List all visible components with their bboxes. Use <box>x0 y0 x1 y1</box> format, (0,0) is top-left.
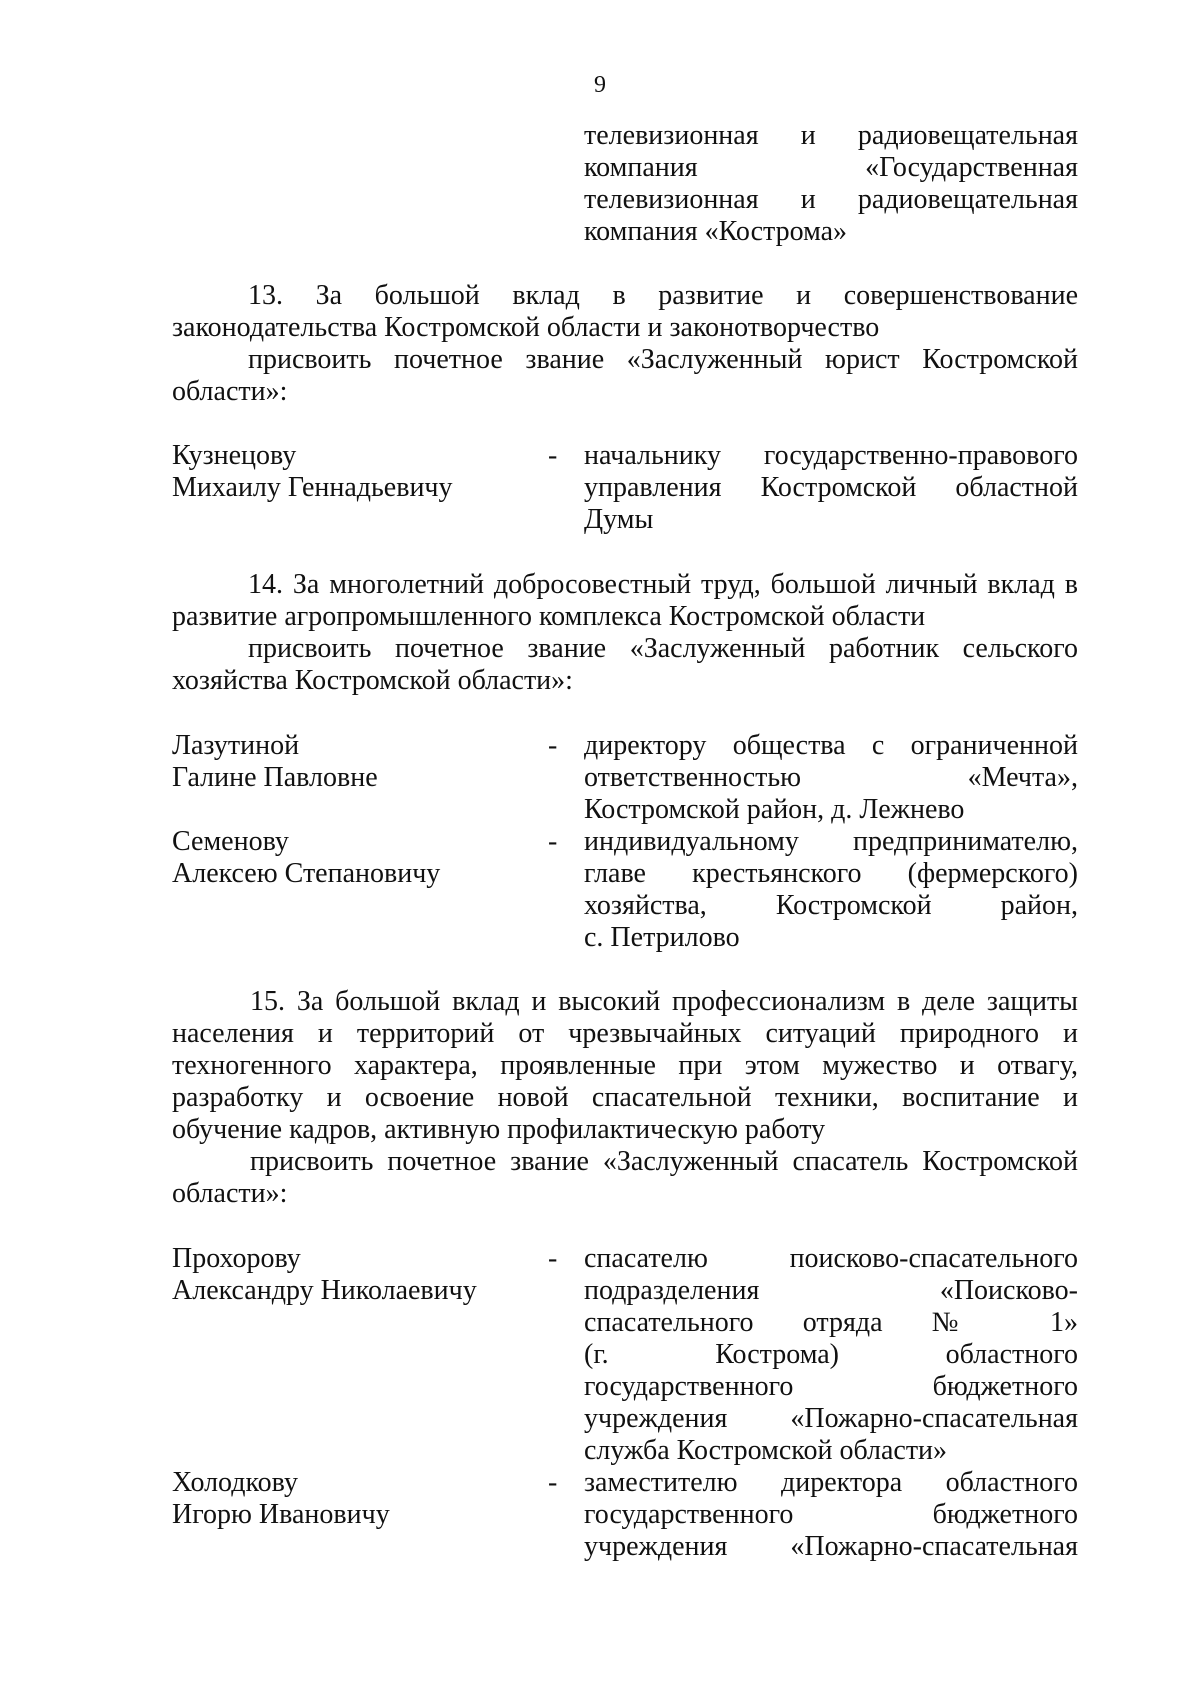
paragraph-line: области»: <box>172 1178 288 1209</box>
position-line: хозяйства, Костромской район, <box>584 890 1078 921</box>
awardee-surname: Кузнецову <box>172 440 297 471</box>
entry-dash: - <box>548 440 558 471</box>
awardee-surname: Холодкову <box>172 1467 298 1498</box>
awardee-surname: Лазутиной <box>172 730 300 761</box>
paragraph-line: присвоить почетное звание «Заслуженный юрист Костромской <box>248 344 1078 375</box>
position-line: учреждения «Пожарно-спасательная <box>584 1403 1078 1434</box>
page-number: 9 <box>594 72 606 98</box>
position-line: подразделения «Поисково- <box>584 1275 1078 1306</box>
text-line: телевизионная и радиовещательная <box>584 184 1078 215</box>
position-line: начальнику государственно-правового <box>584 440 1078 471</box>
position-line: Костромской район, д. Лежнево <box>584 794 965 825</box>
entry-dash: - <box>548 1467 558 1498</box>
entry-dash: - <box>548 1243 558 1274</box>
position-line: спасателю поисково-спасательного <box>584 1243 1078 1274</box>
paragraph-line: развитие агропромышленного комплекса Костромской области <box>172 601 926 632</box>
paragraph-line: обучение кадров, активную профилактическую работу <box>172 1114 826 1145</box>
position-line: (г. Кострома) областного <box>584 1339 1078 1370</box>
position-line: заместителю директора областного <box>584 1467 1078 1498</box>
awardee-given-names: Галине Павловне <box>172 762 378 793</box>
text-line: телевизионная и радиовещательная <box>584 120 1078 151</box>
entry-dash: - <box>548 730 558 761</box>
paragraph-line: разработку и освоение новой спасательной техники, воспитание и <box>172 1082 1078 1113</box>
position-line: ответственностью «Мечта», <box>584 762 1078 793</box>
text-line: компания «Государственная <box>584 152 1078 183</box>
position-line: директору общества с ограниченной <box>584 730 1078 761</box>
position-line: спасательного отряда № 1» <box>584 1307 1078 1338</box>
awardee-given-names: Игорю Ивановичу <box>172 1499 390 1530</box>
entry-dash: - <box>548 826 558 857</box>
position-line: государственного бюджетного <box>584 1499 1078 1530</box>
awardee-surname: Семенову <box>172 826 289 857</box>
position-line: Думы <box>584 504 654 535</box>
awardee-given-names: Алексею Степановичу <box>172 858 441 889</box>
position-line: управления Костромской областной <box>584 472 1078 503</box>
position-line: служба Костромской области» <box>584 1435 948 1466</box>
paragraph-line: законодательства Костромской области и законотворчество <box>172 312 880 343</box>
paragraph-line: хозяйства Костромской области»: <box>172 665 573 696</box>
paragraph-line: 15. За большой вклад и высокий профессионализм в деле защиты <box>250 986 1078 1017</box>
position-line: с. Петрилово <box>584 922 740 953</box>
awardee-surname: Прохорову <box>172 1243 301 1274</box>
paragraph-line: 14. За многолетний добросовестный труд, большой личный вклад в <box>248 569 1078 600</box>
awardee-given-names: Михаилу Геннадьевичу <box>172 472 453 503</box>
paragraph-line: 13. За большой вклад в развитие и совершенствование <box>248 280 1078 311</box>
paragraph-line: техногенного характера, проявленные при этом мужество и отвагу, <box>172 1050 1078 1081</box>
text-line: компания «Кострома» <box>584 216 848 247</box>
position-line: индивидуальному предпринимателю, <box>584 826 1078 857</box>
paragraph-line: населения и территорий от чрезвычайных ситуаций природного и <box>172 1018 1078 1049</box>
paragraph-line: присвоить почетное звание «Заслуженный работник сельского <box>248 633 1078 664</box>
paragraph-line: области»: <box>172 376 288 407</box>
position-line: главе крестьянского (фермерского) <box>584 858 1078 889</box>
position-line: государственного бюджетного <box>584 1371 1078 1402</box>
position-line: учреждения «Пожарно-спасательная <box>584 1531 1078 1562</box>
awardee-given-names: Александру Николаевичу <box>172 1275 477 1306</box>
paragraph-line: присвоить почетное звание «Заслуженный спасатель Костромской <box>250 1146 1078 1177</box>
